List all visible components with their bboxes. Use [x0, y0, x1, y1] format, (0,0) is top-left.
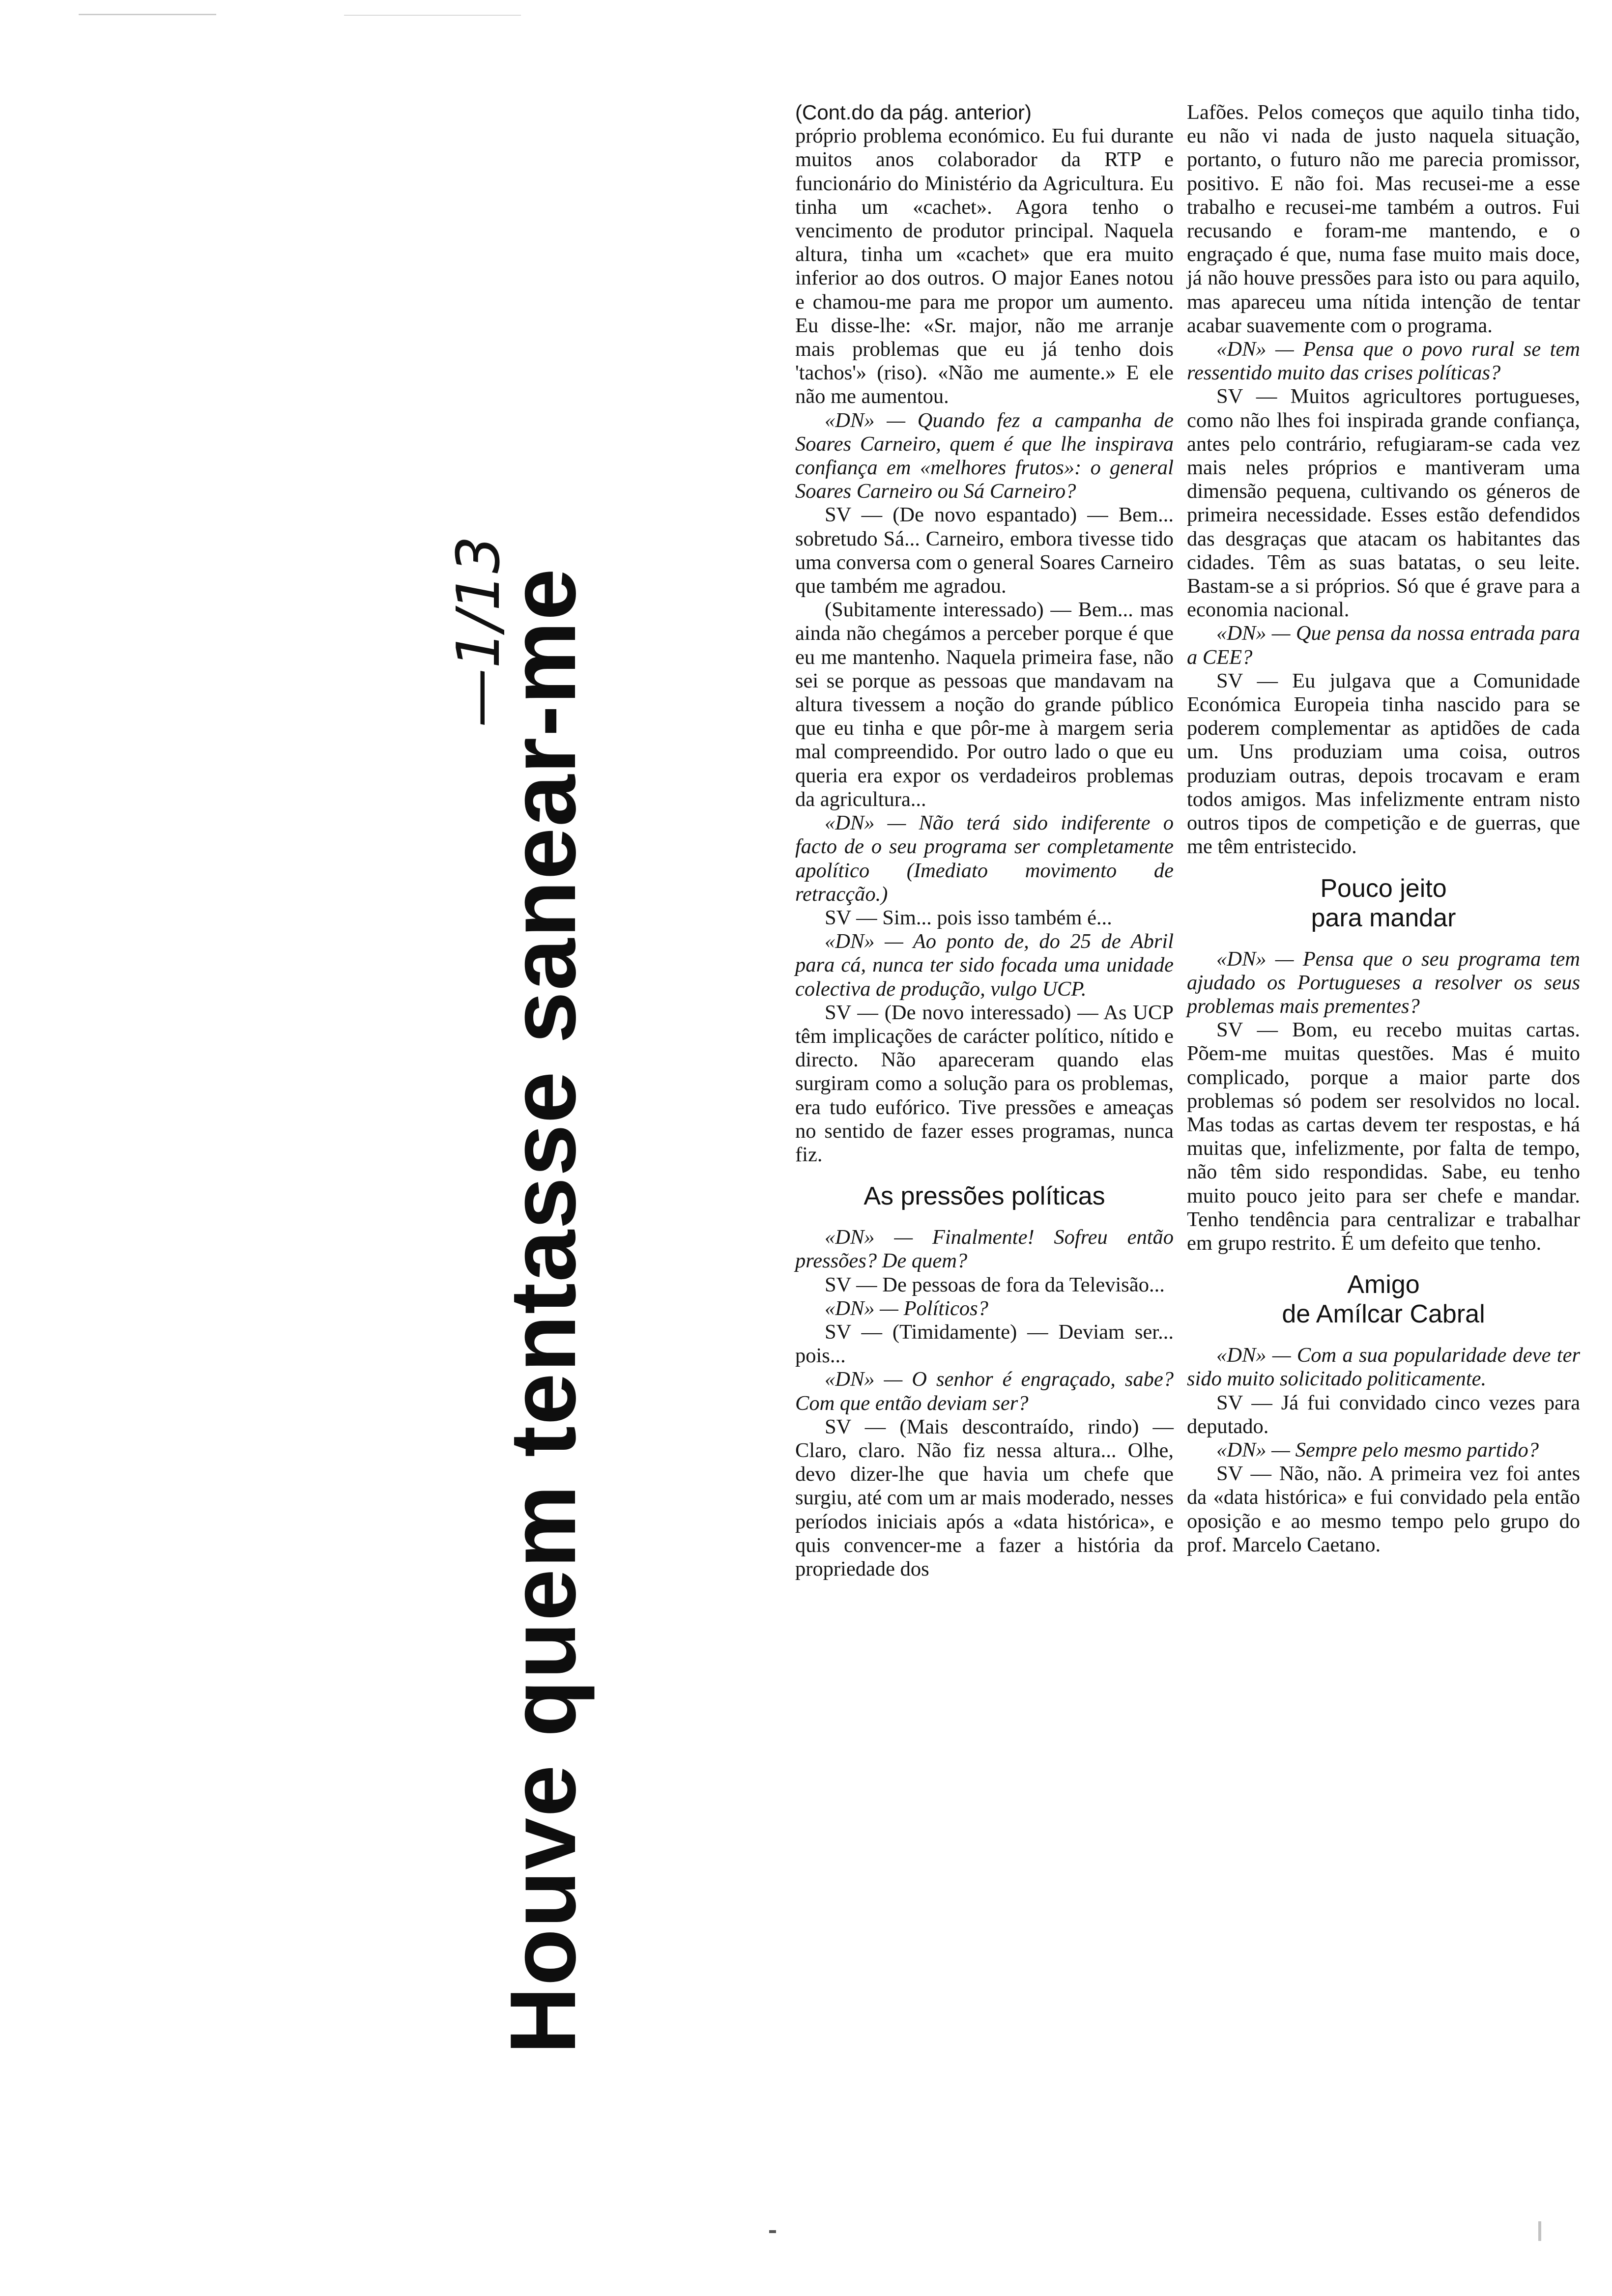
subheading-pouco-jeito [1187, 874, 1580, 933]
scan-smudge [79, 14, 216, 15]
interview-question: «DN» — Políticos? [825, 1296, 988, 1320]
subheading-line: de Amílcar Cabral [1282, 1300, 1485, 1329]
interview-question: «DN» — Que pensa da nossa entrada para a CEE? [1187, 622, 1580, 669]
interview-answer: SV — Muitos agricultores portugueses, como não lhes foi inspirada grande confiança, antes pelo contrário, refugiaram-se cada vez mais neles próprios e mantiveram uma dimensão pequena, cultivando os géneros de primeira necessidade. Esses estão defendidos das desgraças que atacam os habitantes das cidades. Têm as suas batatas, o seu leite. Bastam-se a si próprios. Só que é grave para a economia nacional. [1187, 385, 1580, 622]
interview-answer: SV — Bom, eu recebo muitas cartas. Põem-me muitas questões. Mas é muito complicado, porque a maior parte dos problemas só podem ser resolvidos no local. Mas todas as cartas devem ter respostas, e há muitas que, infelizmente, por falta de tempo, não têm sido respondidas. Sabe, eu tenho muito pouco jeito para ser chefe e mandar. Tenho tendência para centralizar e trabalhar em grupo restrito. É um defeito que tenho. [1187, 1018, 1580, 1255]
interview-answer: SV — Eu julgava que a Comunidade Económica Europeia tinha nascido para se poderem complementar as aptidões de cada um. Uns produziam uma coisa, outros produziam outras, depois trocavam e eram todos amigos. Mas infelizmente entram nisto outros tipos de competição e de guerras, que me têm entristecido. [1187, 669, 1580, 859]
interview-question: «DN» — Quando fez a campanha de Soares Carneiro, quem é que lhe inspirava confiança em «melhores frutos»: o general Soares Carneiro ou Sá Carneiro? [795, 408, 1174, 503]
interview-question: «DN» — Finalmente! Sofreu então pressões? De quem? [795, 1226, 1174, 1273]
interview-answer: SV — Sim... pois isso também é... [825, 906, 1112, 929]
interview-answer: SV — (Mais descontraído, rindo) — Claro, claro. Não fiz nessa altura... Olhe, devo dizer-lhe que havia um chefe que surgiu, até com um ar mais moderado, nesses períodos iniciais após a «data histórica», e quis convencer-me a fazer a história da propriedade dos [795, 1415, 1174, 1580]
column2-body-3 [1187, 1344, 1580, 1557]
interview-question: «DN» — Não terá sido indiferente o facto de o seu programa ser completamente apolítico (Imediato movimento de retracção.) [795, 811, 1174, 906]
article-paragraph: Lafões. Pelos começos que aquilo tinha tido, eu não vi nada de justo naquela situação, portanto, o futuro não me parecia promissor, positivo. E não foi. Mas recusei-me a esse trabalho e recusei-me também a outros. Fui recusando e foram-me mantendo, e o engraçado é que, numa fase muito mais doce, já não houve pressões para isto ou para aquilo, mas apareceu uma nítida intenção de tentar acabar suavemente com o programa. [1187, 101, 1580, 337]
article-column-2 [1187, 101, 1580, 1557]
interview-question: «DN» — Pensa que o povo rural se tem ressentido muito das crises políticas? [1187, 338, 1580, 385]
interview-question: «DN» — Com a sua popularidade deve ter sido muito solicitado politicamente. [1187, 1344, 1580, 1391]
interview-question: «DN» — O senhor é engraçado, sabe? Com que então deviam ser? [795, 1368, 1174, 1415]
interview-question: «DN» — Pensa que o seu programa tem ajudado os Portugueses a resolver os seus problemas mais prementes? [1187, 947, 1580, 1018]
subheading-line: Pouco jeito [1320, 874, 1447, 903]
scan-mark [769, 2230, 776, 2233]
subheading-line: Amigo [1347, 1270, 1420, 1299]
scan-smudge [344, 15, 521, 16]
article-column-1 [795, 101, 1174, 1581]
scan-mark [1538, 2221, 1541, 2241]
subheading-line: para mandar [1311, 903, 1456, 932]
interview-answer: SV — (De novo espantado) — Bem... sobretudo Sá... Carneiro, embora tivesse tido uma conversa com o general Soares Carneiro que também me agradou. [795, 503, 1174, 598]
interview-question: «DN» — Ao ponto de, do 25 de Abril para cá, nunca ter sido focada uma unidade colectiva de produção, vulgo UCP. [795, 930, 1174, 1001]
subheading-amigo [1187, 1270, 1580, 1329]
interview-answer: SV — Já fui convidado cinco vezes para deputado. [1187, 1391, 1580, 1438]
interview-answer: SV — (Timidamente) — Deviam ser... pois... [795, 1320, 1174, 1368]
interview-answer: SV — De pessoas de fora da Televisão... [825, 1273, 1165, 1296]
interview-answer: SV — Não, não. A primeira vez foi antes da «data histórica» e fui convidado pela então oposição e ao mesmo tempo pelo grupo do prof. Marcelo Caetano. [1187, 1462, 1580, 1556]
handwritten-note: —1/13 [445, 536, 513, 727]
column1-body-2 [795, 1226, 1174, 1581]
article-headline: Houve quem tentasse sanear-me [491, 567, 595, 2054]
interview-question: «DN» — Sempre pelo mesmo partido? [1216, 1438, 1539, 1462]
column2-body-2 [1187, 947, 1580, 1256]
column1-body [795, 124, 1174, 1167]
article-paragraph: próprio problema económico. Eu fui durante muitos anos colaborador da RTP e funcionário do Ministério da Agricultura. Eu tinha um «cachet». Agora tenho o vencimento de produtor principal. Naquela altura, tinha um «cachet» que era muito inferior ao dos outros. O major Eanes notou e chamou-me para me propor um aumento. Eu disse-lhe: «Sr. major, não me arranje mais problemas que eu já tenho dois 'tachos'» (riso). «Não me aumente.» E ele não me aumentou. [795, 124, 1174, 408]
continuation-note: (Cont.do da pág. anterior) [795, 101, 1032, 124]
column2-body [1187, 101, 1580, 859]
subheading-pressoes: As pressões políticas [864, 1182, 1105, 1211]
interview-answer: (Subitamente interessado) — Bem... mas ainda não chegámos a perceber porque é que eu me mantenho. Naquela primeira fase, não sei se porque as pessoas que mandavam na altura tivessem a noção do grande público que eu tinha e que pôr-me à margem seria mal compreendido. Por outro lado o que eu queria era expor os verdadeiros problemas da agricultura... [795, 598, 1174, 811]
interview-answer: SV — (De novo interessado) — As UCP têm implicações de carácter político, nítido e directo. Não apareceram quando elas surgiram como a solução para os problemas, era tudo eufórico. Tive pressões e ameaças no sentido de fazer esses programas, nunca fiz. [795, 1001, 1174, 1166]
